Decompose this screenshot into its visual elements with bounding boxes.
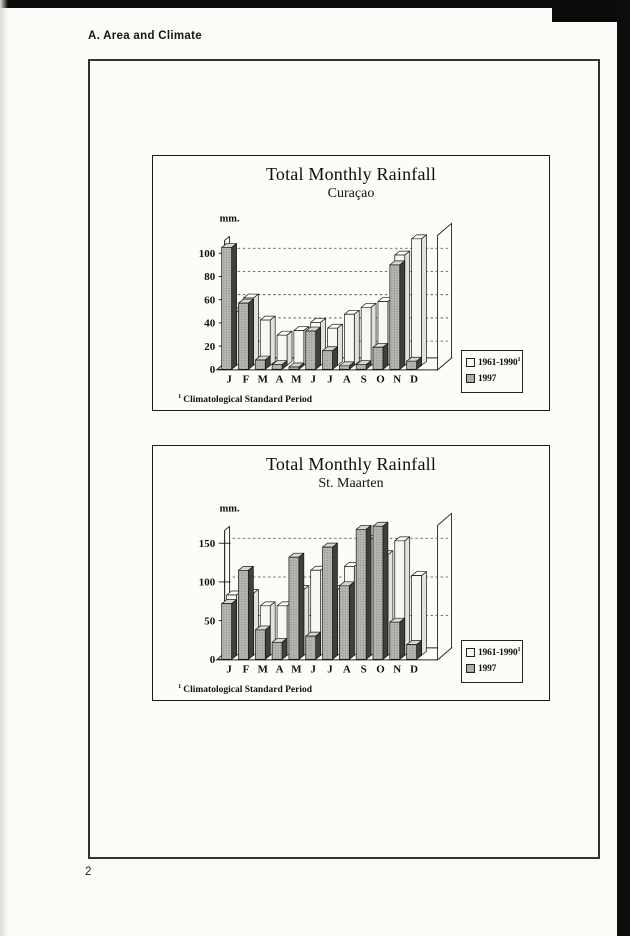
bar-1997-m8 <box>339 366 349 369</box>
bar-1997-m2 <box>238 303 248 369</box>
y-axis-cap <box>225 236 230 240</box>
bar-1997-m4-side <box>282 638 287 659</box>
bar-1997-m2-side <box>248 299 253 369</box>
month-label: J <box>327 663 333 676</box>
scan-shadow-left <box>0 0 8 936</box>
bar-1997-m6 <box>306 331 316 369</box>
footnote-marker: 1 <box>178 683 182 690</box>
bar-1997-m7-side <box>332 543 337 659</box>
chart-panel-st-maarten <box>152 445 550 701</box>
y-tick-label: 0 <box>209 654 216 667</box>
chart-subtitle: Curaçao <box>327 186 375 201</box>
bar-1997-m9 <box>356 529 366 659</box>
legend <box>461 640 523 683</box>
bar-1997-m9 <box>356 365 366 370</box>
month-label: A <box>342 663 351 676</box>
bar-1997-m5-side <box>299 553 304 659</box>
bar-1997-m4 <box>272 642 282 659</box>
bar-1997-m11 <box>390 622 400 659</box>
bar-1997-m5 <box>289 367 299 369</box>
legend-swatch-1997 <box>466 664 475 673</box>
bar-1997-m3 <box>255 630 265 659</box>
bar-1961-1990-m4-side <box>287 331 292 365</box>
bar-1997-m6-side <box>316 327 321 369</box>
chart-right-wall <box>438 513 452 659</box>
legend-label: 1961-1990$^1$ <box>478 356 521 368</box>
bar-1997-m3 <box>255 360 265 369</box>
month-label: O <box>376 373 385 386</box>
unit-label: mm. <box>219 213 240 225</box>
legend-swatch-1961-1990 <box>466 358 475 367</box>
section-header: A. Area and Climate <box>88 30 202 42</box>
y-axis-cap <box>225 526 230 530</box>
footnote-marker: 1 <box>517 356 521 363</box>
bar-1997-m2-side <box>248 566 253 659</box>
bar-1997-m12 <box>407 361 417 369</box>
bar-1997-m1 <box>222 604 232 660</box>
legend-item-1997 <box>466 662 522 674</box>
bar-1961-1990-m5 <box>294 331 304 366</box>
month-label: S <box>360 663 367 676</box>
month-label: S <box>360 373 367 386</box>
bar-1961-1990-m2-side <box>253 294 258 365</box>
y-tick-label: 100 <box>198 248 216 261</box>
month-label: J <box>226 373 232 386</box>
y-tick-label: 40 <box>204 317 216 330</box>
bar-1997-m8 <box>339 586 349 660</box>
bar-1997-m7-side <box>332 347 337 370</box>
month-label: M <box>257 373 268 386</box>
scan-edge-top <box>0 0 630 8</box>
chart-title: Total Monthly Rainfall <box>265 454 437 474</box>
y-tick-label: 100 <box>198 576 216 589</box>
month-label: M <box>291 373 302 386</box>
scan-edge-right <box>617 0 630 936</box>
month-label: N <box>393 373 402 386</box>
y-tick-label: 50 <box>204 615 216 628</box>
bar-1997-m1 <box>222 247 232 369</box>
footnote: $^1$ Climatological Standard Period <box>178 683 313 696</box>
month-label: F <box>242 663 250 676</box>
bar-1961-1990-m3-side <box>270 316 275 365</box>
bar-1997-m7 <box>323 547 333 659</box>
legend-item-1961-1990 <box>466 356 522 368</box>
month-label: F <box>242 373 250 386</box>
y-tick-label: 20 <box>204 340 216 353</box>
bar-1961-1990-m8-side <box>354 310 359 365</box>
unit-label: mm. <box>219 503 240 515</box>
bar-1961-1990-m9 <box>361 307 371 365</box>
bar-1997-m8-side <box>349 582 354 659</box>
month-label: M <box>291 663 302 676</box>
bar-1997-m7 <box>323 351 333 370</box>
month-label: A <box>275 373 284 386</box>
legend-item-1961-1990 <box>466 646 522 658</box>
bar-1961-1990-m11-side <box>405 537 410 656</box>
chart-subtitle: St. Maarten <box>318 476 384 491</box>
legend-item-1997 <box>466 372 522 384</box>
bar-1997-m6 <box>306 636 316 659</box>
legend-label: 1997 <box>478 374 497 384</box>
month-label: A <box>275 663 284 676</box>
month-label: O <box>376 663 385 676</box>
month-label: M <box>257 663 268 676</box>
bar-1997-m1-side <box>232 600 237 660</box>
bar-1997-m10-side <box>383 522 388 659</box>
bar-1997-m6-side <box>316 632 321 659</box>
month-label: D <box>410 373 419 386</box>
bar-1997-m4 <box>272 365 282 370</box>
bar-1997-m11-side <box>400 261 405 369</box>
bar-1997-m2 <box>238 570 248 659</box>
bar-1997-m11 <box>390 265 400 369</box>
month-label: J <box>310 373 316 386</box>
month-label: N <box>393 663 402 676</box>
chart-title: Total Monthly Rainfall <box>265 164 437 184</box>
legend-swatch-1997 <box>466 374 475 383</box>
footnote-marker: 1 <box>517 646 521 653</box>
page-number: 2 <box>85 866 92 878</box>
chart-panel-curacao <box>152 155 550 411</box>
bar-1997-m11-side <box>400 618 405 659</box>
chart-right-wall <box>438 223 452 369</box>
month-label: D <box>410 663 419 676</box>
bar-1961-1990-m12-side <box>422 572 427 656</box>
month-label: J <box>310 663 316 676</box>
bar-1961-1990-m12-side <box>422 235 427 366</box>
legend-label: 1997 <box>478 664 497 674</box>
y-tick-label: 60 <box>204 294 216 307</box>
bar-1997-m10-side <box>383 343 388 369</box>
legend <box>461 350 523 393</box>
month-label: A <box>342 373 351 386</box>
bar-1997-m10 <box>373 347 383 369</box>
bar-1961-1990-m12 <box>412 239 422 366</box>
bar-1997-m10 <box>373 526 383 659</box>
bar-1961-1990-m7-side <box>337 324 342 365</box>
bar-1997-m1-side <box>232 243 237 369</box>
y-tick-label: 150 <box>198 538 216 551</box>
legend-swatch-1961-1990 <box>466 648 475 657</box>
bar-1997-m12 <box>407 645 417 660</box>
bar-1961-1990-m8 <box>344 314 354 365</box>
bar-1997-m9-side <box>366 525 371 659</box>
y-tick-label: 80 <box>204 271 216 284</box>
month-label: J <box>327 373 333 386</box>
bar-1961-1990-m11-side <box>405 251 410 365</box>
legend-label: 1961-1990$^1$ <box>478 646 521 658</box>
y-tick-label: 0 <box>209 364 216 377</box>
bar-1997-m5 <box>289 557 299 659</box>
footnote: $^1$ Climatological Standard Period <box>178 393 313 406</box>
footnote-marker: 1 <box>178 393 182 400</box>
bar-1997-m3-side <box>265 626 270 659</box>
month-label: J <box>226 663 232 676</box>
